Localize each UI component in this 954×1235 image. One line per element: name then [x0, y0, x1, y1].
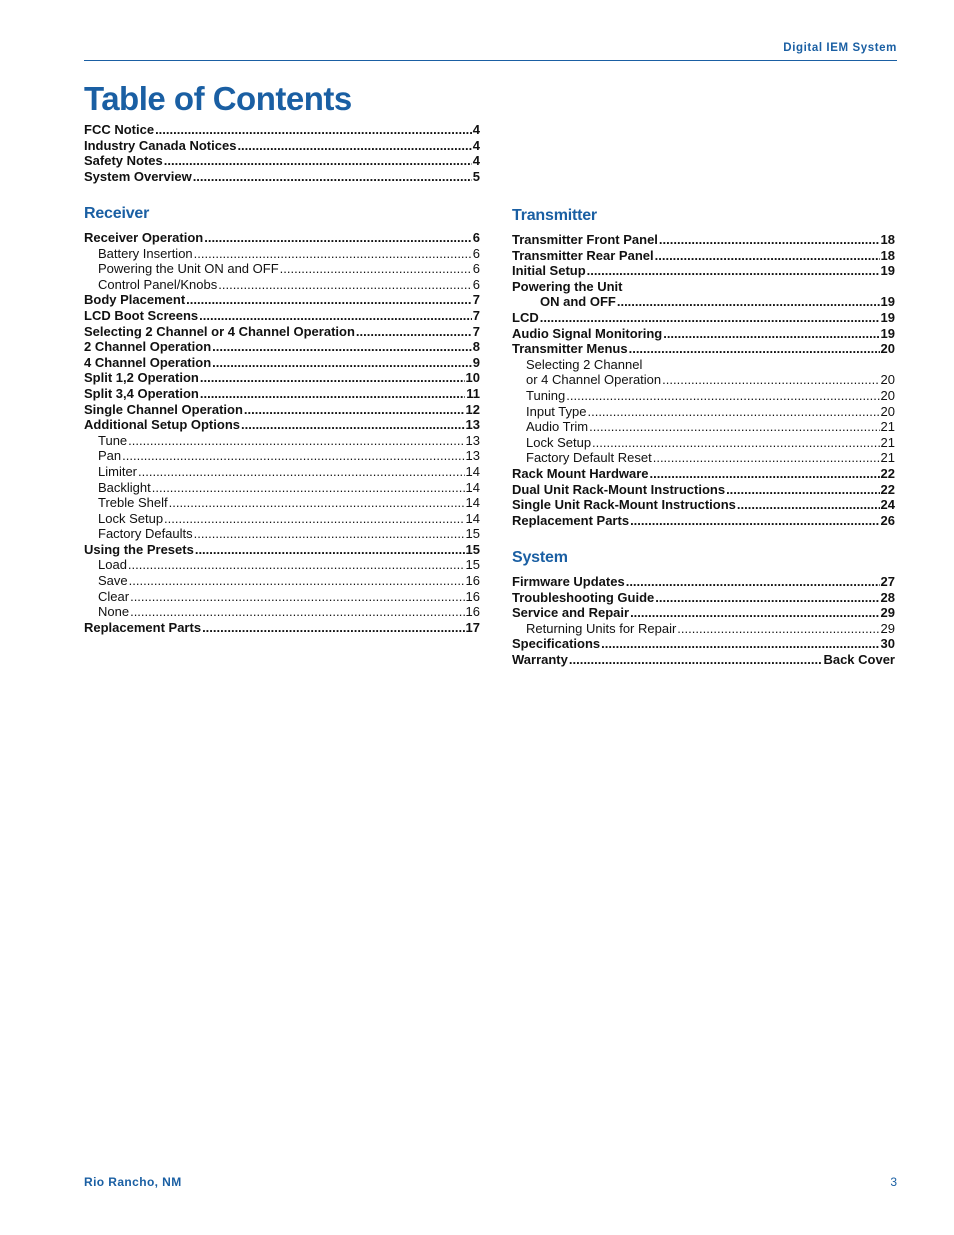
toc-entry[interactable]: [512, 574, 895, 590]
toc-dot-leader: [212, 339, 472, 355]
toc-entry-label: Selecting 2 Channel or 4 Channel Operation: [84, 323, 355, 339]
toc-dot-leader: [587, 404, 879, 420]
toc-dot-leader: [244, 402, 465, 418]
toc-entry[interactable]: [512, 497, 895, 513]
toc-entry-label: Load: [98, 557, 127, 573]
toc-entry[interactable]: [84, 122, 480, 138]
toc-entry[interactable]: [84, 153, 480, 169]
toc-dot-leader: [218, 277, 472, 293]
toc-entry[interactable]: [512, 310, 895, 326]
toc-dot-leader: [202, 620, 464, 636]
toc-entry-page: 6: [472, 245, 480, 261]
toc-entry-page: 22: [880, 481, 895, 497]
toc-entry[interactable]: [84, 589, 480, 605]
toc-entry[interactable]: [84, 230, 480, 246]
toc-dot-leader: [186, 292, 472, 308]
toc-dot-leader: [204, 230, 472, 246]
toc-entry-label: 2 Channel Operation: [84, 339, 212, 355]
toc-entry[interactable]: [84, 292, 480, 308]
toc-entry[interactable]: [84, 526, 480, 542]
toc-entry[interactable]: [84, 246, 480, 262]
toc-dot-leader: [200, 370, 465, 386]
toc-entry-page: 16: [465, 604, 480, 620]
toc-entry-label: Initial Setup: [512, 263, 586, 279]
toc-entry-page: 18: [880, 247, 895, 263]
toc-entry-page: 13: [465, 448, 480, 464]
toc-entry-page: 10: [465, 370, 480, 386]
toc-dot-leader: [280, 261, 472, 277]
toc-entry-label: ON and OFF: [540, 294, 616, 310]
toc-entry-page: 26: [880, 512, 895, 528]
toc-dot-leader: [241, 417, 465, 433]
toc-dot-leader: [617, 294, 880, 310]
toc-entry[interactable]: [84, 480, 480, 496]
toc-entry-page: 14: [465, 463, 480, 479]
toc-entry-page: 6: [472, 261, 480, 277]
toc-entry-label: Audio Trim: [526, 419, 589, 435]
toc-dot-leader: [193, 169, 472, 185]
toc-entry-page: 6: [472, 276, 480, 292]
section-heading-receiver: Receiver: [84, 205, 150, 222]
toc-dot-leader: [199, 308, 472, 324]
toc-dot-leader: [592, 435, 879, 451]
toc-entry[interactable]: [512, 621, 895, 637]
toc-dot-leader: [164, 153, 472, 169]
toc-entry-label: Input Type: [526, 403, 587, 419]
footer-location: Rio Rancho, NM: [84, 1175, 182, 1189]
toc-entry-label: Save: [98, 573, 128, 589]
toc-entry-label: Dual Unit Rack-Mount Instructions: [512, 481, 726, 497]
toc-dot-leader: [629, 341, 880, 357]
toc-dot-leader: [653, 450, 880, 466]
toc-entry-label: Single Channel Operation: [84, 401, 243, 417]
toc-entry[interactable]: [84, 433, 480, 449]
toc-entry-page: Back Cover: [823, 651, 895, 667]
toc-entry[interactable]: [512, 263, 895, 279]
toc-entry-label: Rack Mount Hardware: [512, 465, 649, 481]
toc-entry-page: 16: [465, 588, 480, 604]
toc-entry-page: 14: [465, 495, 480, 511]
toc-entry-page: 15: [465, 557, 480, 573]
toc-entry-page: 20: [880, 341, 895, 357]
toc-entry[interactable]: [84, 604, 480, 620]
toc-entry-page: 7: [472, 292, 480, 308]
toc-entry[interactable]: [84, 386, 480, 402]
toc-entry-label: Pan: [98, 448, 122, 464]
toc-entry[interactable]: [84, 308, 480, 324]
toc-entry-page: 19: [880, 294, 895, 310]
toc-entry-label: Control Panel/Knobs: [98, 276, 218, 292]
toc-entry[interactable]: [512, 466, 895, 482]
toc-entry-label: Powering the Unit: [512, 278, 623, 294]
toc-entry-page: 15: [465, 526, 480, 542]
toc-receiver-list: [84, 230, 480, 635]
toc-entry-label: Limiter: [98, 463, 138, 479]
toc-entry-page: 11: [466, 385, 480, 401]
toc-entry-label: Audio Signal Monitoring: [512, 325, 663, 341]
toc-entry-page: 30: [880, 636, 895, 652]
toc-dot-leader: [677, 621, 879, 637]
toc-entry-label: Lock Setup: [98, 510, 164, 526]
toc-entry[interactable]: [512, 652, 895, 668]
toc-entry-label: Split 3,4 Operation: [84, 385, 199, 401]
toc-entry-page: 4: [472, 137, 480, 153]
toc-entry-label: Specifications: [512, 636, 601, 652]
toc-entry-page: 15: [465, 541, 480, 557]
toc-entry[interactable]: [512, 482, 895, 498]
toc-dot-leader: [626, 574, 880, 590]
toc-entry[interactable]: [84, 169, 480, 185]
toc-entry-page: 28: [880, 589, 895, 605]
toc-dot-leader: [129, 573, 465, 589]
toc-entry-page: 7: [472, 307, 480, 323]
toc-dot-leader: [212, 355, 472, 371]
footer-page-number: 3: [890, 1175, 897, 1189]
toc-entry[interactable]: [84, 370, 480, 386]
toc-entry-page: 13: [465, 417, 480, 433]
header-rule: [84, 60, 897, 61]
toc-entry[interactable]: [512, 450, 895, 466]
toc-dot-leader: [726, 482, 879, 498]
toc-entry-page: 14: [465, 510, 480, 526]
toc-entry[interactable]: [512, 636, 895, 652]
toc-entry-page: 21: [880, 434, 895, 450]
toc-entry[interactable]: [512, 404, 895, 420]
toc-dot-leader: [659, 232, 880, 248]
toc-entry-page: 29: [880, 605, 895, 621]
toc-system-list: [512, 574, 895, 668]
toc-entry[interactable]: [512, 513, 895, 529]
toc-entry-page: 17: [465, 619, 480, 635]
toc-entry-label: Firmware Updates: [512, 574, 625, 589]
toc-entry-label: Split 1,2 Operation: [84, 370, 199, 386]
toc-dot-leader: [200, 386, 465, 402]
toc-dot-leader: [540, 310, 880, 326]
toc-entry-label: Returning Units for Repair: [526, 620, 677, 636]
toc-entry[interactable]: [512, 435, 895, 451]
toc-entry[interactable]: [512, 419, 895, 435]
toc-entry-label: Using the Presets: [84, 541, 194, 557]
toc-entry-page: 5: [472, 168, 480, 184]
toc-dot-leader: [566, 388, 879, 404]
toc-dot-leader: [128, 433, 464, 449]
toc-dot-leader: [128, 557, 465, 573]
toc-transmitter-list: [512, 232, 895, 528]
toc-dot-leader: [569, 652, 823, 668]
toc-entry[interactable]: [84, 573, 480, 589]
toc-entry[interactable]: [84, 402, 480, 418]
toc-entry-label: System Overview: [84, 168, 192, 184]
toc-entry[interactable]: [84, 339, 480, 355]
toc-dot-leader: [195, 542, 465, 558]
toc-entry-label: LCD: [512, 309, 539, 325]
toc-dot-leader: [737, 497, 880, 513]
toc-entry-label: Factory Default Reset: [526, 450, 652, 466]
toc-dot-leader: [630, 605, 879, 621]
toc-entry[interactable]: [512, 388, 895, 404]
toc-entry-label: Troubleshooting Guide: [512, 589, 655, 605]
toc-dot-leader: [237, 138, 471, 154]
toc-entry-label: Replacement Parts: [512, 512, 630, 528]
toc-entry[interactable]: [512, 590, 895, 606]
page-title: Table of Contents: [84, 80, 352, 117]
toc-entry[interactable]: [84, 495, 480, 511]
toc-entry[interactable]: [512, 326, 895, 342]
toc-entry-label: Safety Notes: [84, 153, 163, 169]
toc-entry-label: LCD Boot Screens: [84, 307, 199, 323]
toc-entry-label: Powering the Unit ON and OFF: [98, 261, 279, 277]
toc-entry-label: Backlight: [98, 479, 151, 495]
toc-entry-label: 4 Channel Operation: [84, 354, 212, 370]
toc-entry-label: Tune: [98, 432, 128, 448]
toc-entry-label: Body Placement: [84, 292, 186, 308]
toc-entry-label: Lock Setup: [526, 434, 592, 450]
toc-entry-page: 22: [880, 465, 895, 481]
toc-entry-label: Battery Insertion: [98, 245, 193, 261]
toc-dot-leader: [155, 122, 472, 138]
toc-entry-page: 7: [472, 323, 480, 339]
toc-entry[interactable]: [512, 357, 895, 373]
toc-dot-leader: [169, 495, 465, 511]
toc-entry-label: or 4 Channel Operation: [526, 372, 662, 388]
toc-dot-leader: [356, 324, 472, 340]
toc-entry-page: 24: [880, 497, 895, 513]
toc-dot-leader: [130, 589, 464, 605]
toc-entry-page: 20: [880, 372, 895, 388]
toc-entry[interactable]: [84, 620, 480, 636]
toc-entry-page: 4: [472, 153, 480, 169]
toc-entry-page: 14: [465, 479, 480, 495]
toc-entry-label: Factory Defaults: [98, 526, 193, 542]
toc-entry[interactable]: [84, 277, 480, 293]
toc-entry-page: 19: [880, 263, 895, 279]
toc-dot-leader: [194, 526, 465, 542]
toc-dot-leader: [650, 466, 880, 482]
toc-entry[interactable]: [512, 605, 895, 621]
toc-entry[interactable]: [84, 417, 480, 433]
toc-dot-leader: [589, 419, 879, 435]
toc-entry-label: Transmitter Rear Panel: [512, 247, 654, 263]
toc-entry-label: Transmitter Front Panel: [512, 232, 658, 247]
toc-entry-page: 20: [880, 387, 895, 403]
toc-entry-page: 21: [880, 419, 895, 435]
toc-entry-label: Selecting 2 Channel: [526, 356, 643, 372]
toc-entry-label: Single Unit Rack-Mount Instructions: [512, 497, 736, 513]
toc-dot-leader: [130, 604, 464, 620]
running-header-title: Digital IEM System: [783, 42, 897, 54]
toc-dot-leader: [122, 448, 464, 464]
toc-dot-leader: [164, 511, 464, 527]
toc-entry[interactable]: [84, 138, 480, 154]
toc-entry-page: 12: [465, 401, 480, 417]
toc-dot-leader: [630, 513, 879, 529]
toc-entry-page: 6: [472, 230, 480, 245]
toc-entry[interactable]: [84, 324, 480, 340]
toc-dot-leader: [655, 590, 879, 606]
toc-entry-label: Warranty: [512, 651, 568, 667]
toc-dot-leader: [662, 372, 879, 388]
toc-entry[interactable]: [512, 294, 895, 310]
toc-entry-label: Tuning: [526, 387, 566, 403]
toc-entry[interactable]: [512, 248, 895, 264]
toc-entry-page: 16: [465, 573, 480, 589]
toc-entry[interactable]: [84, 261, 480, 277]
toc-dot-leader: [663, 326, 879, 342]
toc-entry[interactable]: [84, 448, 480, 464]
toc-entry-page: 27: [880, 574, 895, 589]
toc-entry-label: Transmitter Menus: [512, 341, 628, 357]
toc-entry-label: Receiver Operation: [84, 230, 204, 245]
toc-dot-leader: [138, 464, 465, 480]
toc-intro-list: [84, 122, 480, 184]
toc-dot-leader: [601, 636, 879, 652]
toc-dot-leader: [655, 248, 880, 264]
toc-entry-label: Service and Repair: [512, 605, 630, 621]
toc-entry[interactable]: [512, 372, 895, 388]
toc-entry-page: 8: [472, 339, 480, 355]
toc-entry-page: 19: [880, 325, 895, 341]
toc-entry-label: Replacement Parts: [84, 619, 202, 635]
toc-entry-label: Clear: [98, 588, 130, 604]
toc-entry[interactable]: [84, 511, 480, 527]
toc-entry[interactable]: [84, 542, 480, 558]
toc-entry-page: 20: [880, 403, 895, 419]
toc-dot-leader: [194, 246, 472, 262]
toc-entry-page: 19: [880, 309, 895, 325]
toc-dot-leader: [587, 263, 880, 279]
toc-dot-leader: [152, 480, 465, 496]
toc-entry-label: Industry Canada Notices: [84, 137, 237, 153]
toc-entry[interactable]: [512, 232, 895, 248]
toc-entry-page: 4: [472, 122, 480, 137]
toc-entry-page: 18: [880, 232, 895, 247]
toc-entry-label: Treble Shelf: [98, 495, 168, 511]
toc-entry[interactable]: [84, 464, 480, 480]
toc-entry[interactable]: [512, 341, 895, 357]
toc-entry[interactable]: [84, 355, 480, 371]
toc-entry[interactable]: [84, 557, 480, 573]
toc-entry-page: 13: [465, 432, 480, 448]
toc-entry-page: 9: [472, 354, 480, 370]
toc-entry-page: 29: [880, 620, 895, 636]
toc-entry-label: Additional Setup Options: [84, 417, 240, 433]
toc-entry-label: FCC Notice: [84, 122, 155, 137]
toc-entry[interactable]: [512, 279, 895, 295]
section-heading-transmitter: Transmitter: [512, 207, 597, 224]
toc-entry-page: 21: [880, 450, 895, 466]
section-heading-system: System: [512, 549, 568, 566]
toc-entry-label: None: [98, 604, 130, 620]
